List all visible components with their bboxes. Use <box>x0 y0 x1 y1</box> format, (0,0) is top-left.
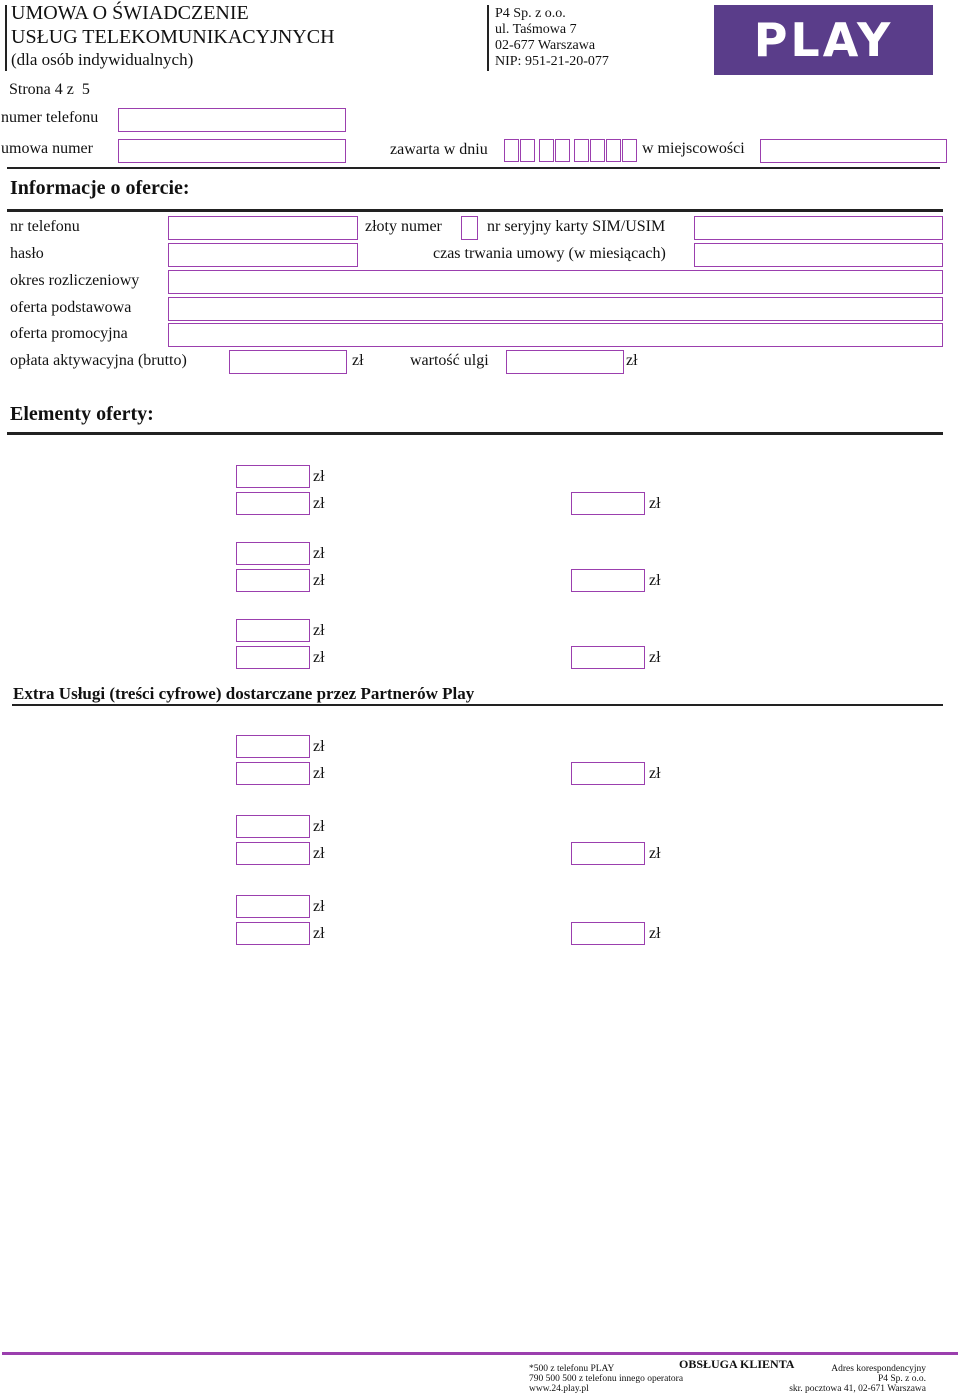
element-currency-l6: zł <box>313 649 325 666</box>
discount-value-label: wartość ulgi <box>410 352 489 369</box>
play-logo <box>714 5 933 75</box>
base-offer-label: oferta podstawowa <box>10 299 132 316</box>
element-field-r2[interactable] <box>571 569 645 592</box>
element-currency-l3: zł <box>313 545 325 562</box>
password-field[interactable] <box>168 243 358 267</box>
password-label: hasło <box>10 245 44 262</box>
extra-field-r3[interactable] <box>571 922 645 945</box>
promo-offer-label: oferta promocyjna <box>10 325 128 342</box>
element-currency-r3: zł <box>649 649 661 666</box>
contract-number-label: umowa numer <box>1 140 93 157</box>
extra-field-r1[interactable] <box>571 762 645 785</box>
date-digit-7[interactable] <box>606 139 621 162</box>
page-current: 4 <box>54 81 63 98</box>
extra-services-heading: Extra Usługi (treści cyfrowe) dostarczane przez Partnerów Play <box>13 684 475 703</box>
footer-rule <box>2 1352 958 1355</box>
date-digit-2[interactable] <box>520 139 535 162</box>
offer-phone-label: nr telefonu <box>10 218 80 235</box>
extra-field-l5[interactable] <box>236 895 310 918</box>
extra-currency-r1: zł <box>649 765 661 782</box>
sim-serial-label: nr seryjny karty SIM/USIM <box>487 218 666 235</box>
golden-number-checkbox[interactable] <box>461 216 478 240</box>
page-of: z <box>66 81 74 98</box>
element-currency-r2: zł <box>649 572 661 589</box>
base-offer-field[interactable] <box>168 297 943 321</box>
element-field-l2[interactable] <box>236 492 310 515</box>
element-field-l1[interactable] <box>236 465 310 488</box>
footer-address-heading: Adres korespondencyjny <box>831 1364 926 1374</box>
place-field[interactable] <box>760 139 947 163</box>
offer-info-rule <box>7 209 943 212</box>
element-field-l4[interactable] <box>236 569 310 592</box>
date-digit-3[interactable] <box>539 139 554 162</box>
place-label: w miejscowości <box>642 140 745 157</box>
contract-number-field[interactable] <box>118 139 346 163</box>
element-currency-l4: zł <box>313 572 325 589</box>
element-currency-l5: zł <box>313 622 325 639</box>
offer-elements-heading: Elementy oferty: <box>10 403 154 425</box>
footer-address-company: P4 Sp. z o.o. <box>877 1374 926 1384</box>
company-info-rule <box>487 5 489 71</box>
date-digit-8[interactable] <box>622 139 637 162</box>
footer-phone-play: *500 z telefonu PLAY <box>529 1364 615 1374</box>
discount-value-field[interactable] <box>506 350 624 374</box>
top-phone-label: numer telefonu <box>1 109 99 126</box>
extra-currency-l4: zł <box>313 845 325 862</box>
billing-period-label: okres rozliczeniowy <box>10 272 140 289</box>
offer-info-heading: Informacje o ofercie: <box>10 177 190 199</box>
offer-elements-rule <box>7 432 943 435</box>
billing-period-field[interactable] <box>168 270 943 294</box>
date-digit-1[interactable] <box>504 139 519 162</box>
element-field-r3[interactable] <box>571 646 645 669</box>
extra-currency-l2: zł <box>313 765 325 782</box>
extra-currency-l6: zł <box>313 925 325 942</box>
company-name: P4 Sp. z o.o. <box>495 6 566 21</box>
date-digit-5[interactable] <box>574 139 589 162</box>
contract-duration-label: czas trwania umowy (w miesiącach) <box>433 245 666 262</box>
contract-duration-field[interactable] <box>694 243 943 267</box>
element-currency-l2: zł <box>313 495 325 512</box>
extra-services-rule <box>12 704 943 706</box>
extra-currency-l1: zł <box>313 738 325 755</box>
header-left-rule <box>5 5 7 71</box>
contract-title-line1: UMOWA O ŚWIADCZENIE <box>11 2 249 24</box>
company-street: ul. Taśmowa 7 <box>495 22 577 37</box>
date-digit-4[interactable] <box>555 139 570 162</box>
top-divider <box>7 167 940 169</box>
concluded-date-label: zawarta w dniu <box>390 141 488 158</box>
play-logo-text: PLAY <box>753 13 894 67</box>
contract-title-line3: (dla osób indywidualnych) <box>11 50 194 69</box>
extra-field-l3[interactable] <box>236 815 310 838</box>
page-total: 5 <box>81 81 90 98</box>
page-label: Strona <box>9 81 51 98</box>
extra-currency-l5: zł <box>313 898 325 915</box>
element-field-l5[interactable] <box>236 619 310 642</box>
company-nip: NIP: 951-21-20-077 <box>495 54 609 69</box>
offer-phone-field[interactable] <box>168 216 358 240</box>
company-city: 02-677 Warszawa <box>495 38 596 53</box>
element-field-l6[interactable] <box>236 646 310 669</box>
activation-fee-label: opłata aktywacyjna (brutto) <box>10 352 187 369</box>
activation-fee-field[interactable] <box>229 350 347 374</box>
extra-currency-r2: zł <box>649 845 661 862</box>
extra-field-r2[interactable] <box>571 842 645 865</box>
extra-field-l4[interactable] <box>236 842 310 865</box>
footer-website: www.24.play.pl <box>529 1384 589 1394</box>
sim-serial-field[interactable] <box>694 216 943 240</box>
footer-phone-other: 790 500 500 z telefonu innego operatora <box>529 1374 684 1384</box>
promo-offer-field[interactable] <box>168 323 943 347</box>
element-currency-l1: zł <box>313 468 325 485</box>
page-indicator <box>9 81 90 99</box>
footer-service-heading: OBSŁUGA KLIENTA <box>679 1357 795 1371</box>
top-phone-field[interactable] <box>118 108 346 132</box>
date-digit-6[interactable] <box>590 139 605 162</box>
extra-currency-r3: zł <box>649 925 661 942</box>
extra-field-l2[interactable] <box>236 762 310 785</box>
element-field-l3[interactable] <box>236 542 310 565</box>
contract-title-line2: USŁUG TELEKOMUNIKACYJNYCH <box>11 26 335 48</box>
extra-field-l1[interactable] <box>236 735 310 758</box>
element-currency-r1: zł <box>649 495 661 512</box>
element-field-r1[interactable] <box>571 492 645 515</box>
extra-currency-l3: zł <box>313 818 325 835</box>
activation-fee-currency: zł <box>352 352 364 369</box>
extra-field-l6[interactable] <box>236 922 310 945</box>
discount-value-currency: zł <box>626 352 638 369</box>
golden-number-label: złoty numer <box>365 218 442 235</box>
footer-address-box: skr. pocztowa 41, 02-671 Warszawa <box>789 1384 926 1394</box>
